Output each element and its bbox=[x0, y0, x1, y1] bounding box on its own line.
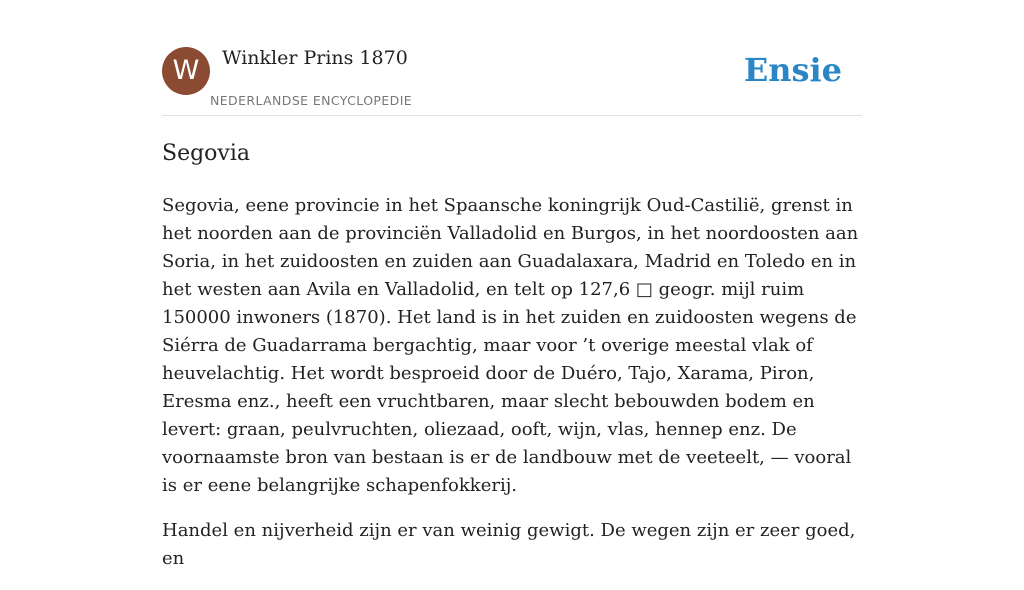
article-body bbox=[162, 192, 862, 590]
source-header bbox=[162, 46, 862, 116]
source-title[interactable]: Winkler Prins 1870 bbox=[222, 47, 408, 69]
header-divider bbox=[162, 115, 862, 116]
article-title: Segovia bbox=[162, 141, 250, 166]
avatar: W bbox=[162, 47, 210, 95]
brand-logo-link[interactable]: Ensie bbox=[743, 51, 842, 89]
article-paragraph: Segovia, eene provincie in het Spaansche koningrijk Oud-Castilië, grenst in het noorden aan de provinciën Valladolid en Burgos, in het noordoosten aan Soria, in het zuidoosten en zuiden aan Guadalaxara, Madrid en Toledo en in het westen aan Avila en Valladolid, en telt op 127,6 □ geogr. mijl ruim 150000 inwoners (1870). Het land is in het zuiden en zuidoosten wegens de Siérra de Guadarrama bergachtig, maar voor ’t overige meestal vlak of heuvelachtig. Het wordt besproeid door de Duéro, Tajo, Xarama, Piron, Eresma enz., heeft een vruchtbaren, maar slecht bebouwden bodem en levert: graan, peulvruchten, oliezaad, ooft, wijn, vlas, hennep enz. De voornaamste bron van bestaan is er de landbouw met de veeteelt, — vooral is er eene belangrijke schapenfokkerij. bbox=[162, 195, 859, 496]
article-paragraph: Handel en nijverheid zijn er van weinig gewigt. De wegen zijn er zeer goed, en bbox=[162, 520, 856, 569]
source-subtitle: NEDERLANDSE ENCYCLOPEDIE bbox=[210, 93, 413, 108]
